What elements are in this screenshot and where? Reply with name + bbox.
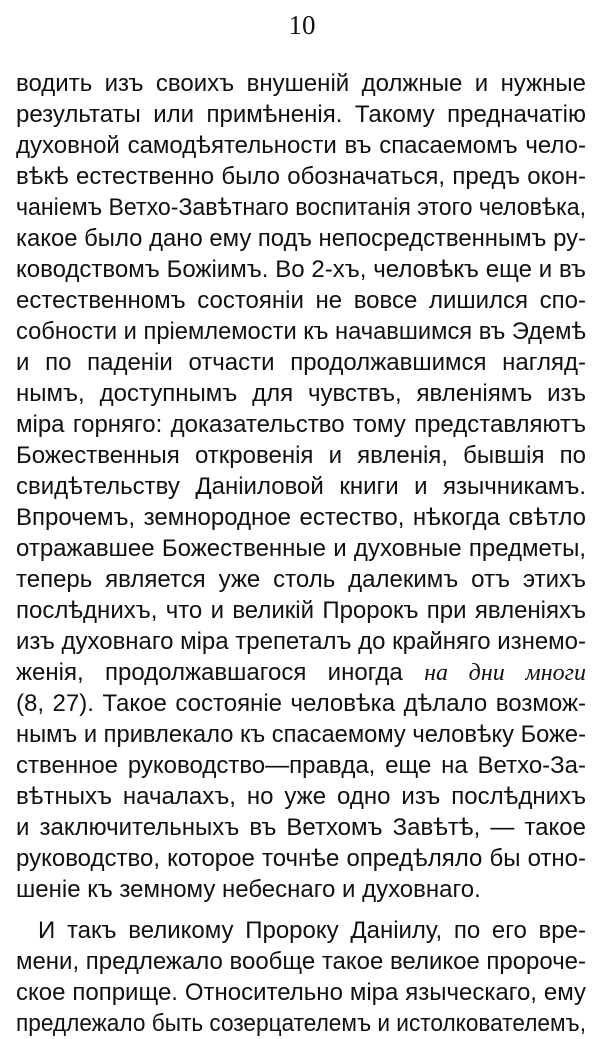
page-number: 10 — [288, 10, 316, 40]
text-line: духовной самодѣятельности въ спасаемомъ чело- — [16, 132, 586, 159]
text-line: міра горняго: доказательство тому представляютъ — [16, 411, 586, 438]
body-text — [16, 68, 586, 1039]
text-line: нымъ, доступнымъ для чувствъ, явленіямъ изъ — [16, 380, 586, 407]
text-line: изъ духовнаго міра трепеталъ до крайняго изнемо- — [16, 628, 586, 655]
text-line: свидѣтельству Даніиловой книги и язычникамъ. — [16, 473, 586, 500]
text-line: отражавшее Божественные и духовные предметы, — [16, 535, 586, 562]
text-line: естественномъ состояніи не вовсе лишился спо- — [16, 287, 586, 314]
italic-phrase: на дни многи — [424, 660, 586, 686]
text-line: водить изъ своихъ внушеній должные и нужные — [16, 70, 586, 97]
text-line: какое было дано ему подъ непосредственнымъ ру- — [16, 225, 586, 252]
text-line: (8, 27). Такое состояніе человѣка дѣлало возмож- — [16, 690, 586, 717]
text-line: мени, предлежало вообще такое великое пророче- — [16, 948, 586, 975]
text-line: И такъ великому Пророку Даніилу, по его вре- — [38, 917, 586, 944]
text-line: послѣднихъ, что и великій Пророкъ при явленіяхъ — [16, 597, 586, 624]
text-line: и заключительныхъ въ Ветхомъ Завѣтѣ, — такое — [16, 814, 586, 841]
text-line: собности и пріемлемости къ начавшимся въ Эдемѣ — [16, 318, 586, 345]
text-line: Божественныя откровенія и явленія, бывшія по — [16, 442, 586, 469]
text-line-with-italic — [16, 657, 586, 688]
text-line: чаніемъ Ветхо-Завѣтнаго воспитанія этого человѣка, — [16, 194, 586, 221]
text-line: Впрочемъ, земнородное естество, нѣкогда свѣтло — [16, 504, 586, 531]
paragraph-gap — [16, 905, 586, 915]
text-line: нымъ и привлекало къ спасаемому человѣку Боже- — [16, 721, 586, 748]
text-line: вѣкѣ естественно было обозначаться, предъ окон- — [16, 163, 586, 190]
text-line: руководство, которое точнѣе опредѣляло бы отно- — [16, 845, 586, 872]
text-line: предлежало быть созерцателемъ и истолкователемъ, — [16, 1010, 586, 1037]
text-line: ственное руководство—правда, еще на Ветхо-За- — [16, 752, 586, 779]
text-segment: женія, продолжавшагося иногда — [16, 659, 425, 686]
text-line: шеніе къ земному небеснаго и духовнаго. — [16, 876, 481, 903]
text-line: теперь является уже столь далекимъ отъ этихъ — [16, 566, 586, 593]
text-line: ское поприще. Относительно міра языческаго, ему — [16, 979, 586, 1006]
text-line: результаты или примѣненія. Такому предначатію — [16, 101, 586, 128]
text-line: ководствомъ Божіимъ. Во 2-хъ, человѣкъ еще и въ — [16, 256, 586, 283]
text-line: и по паденіи отчасти продолжавшимся нагляд- — [16, 349, 586, 376]
text-line: вѣтныхъ началахъ, но уже одно изъ послѣднихъ — [16, 783, 586, 810]
